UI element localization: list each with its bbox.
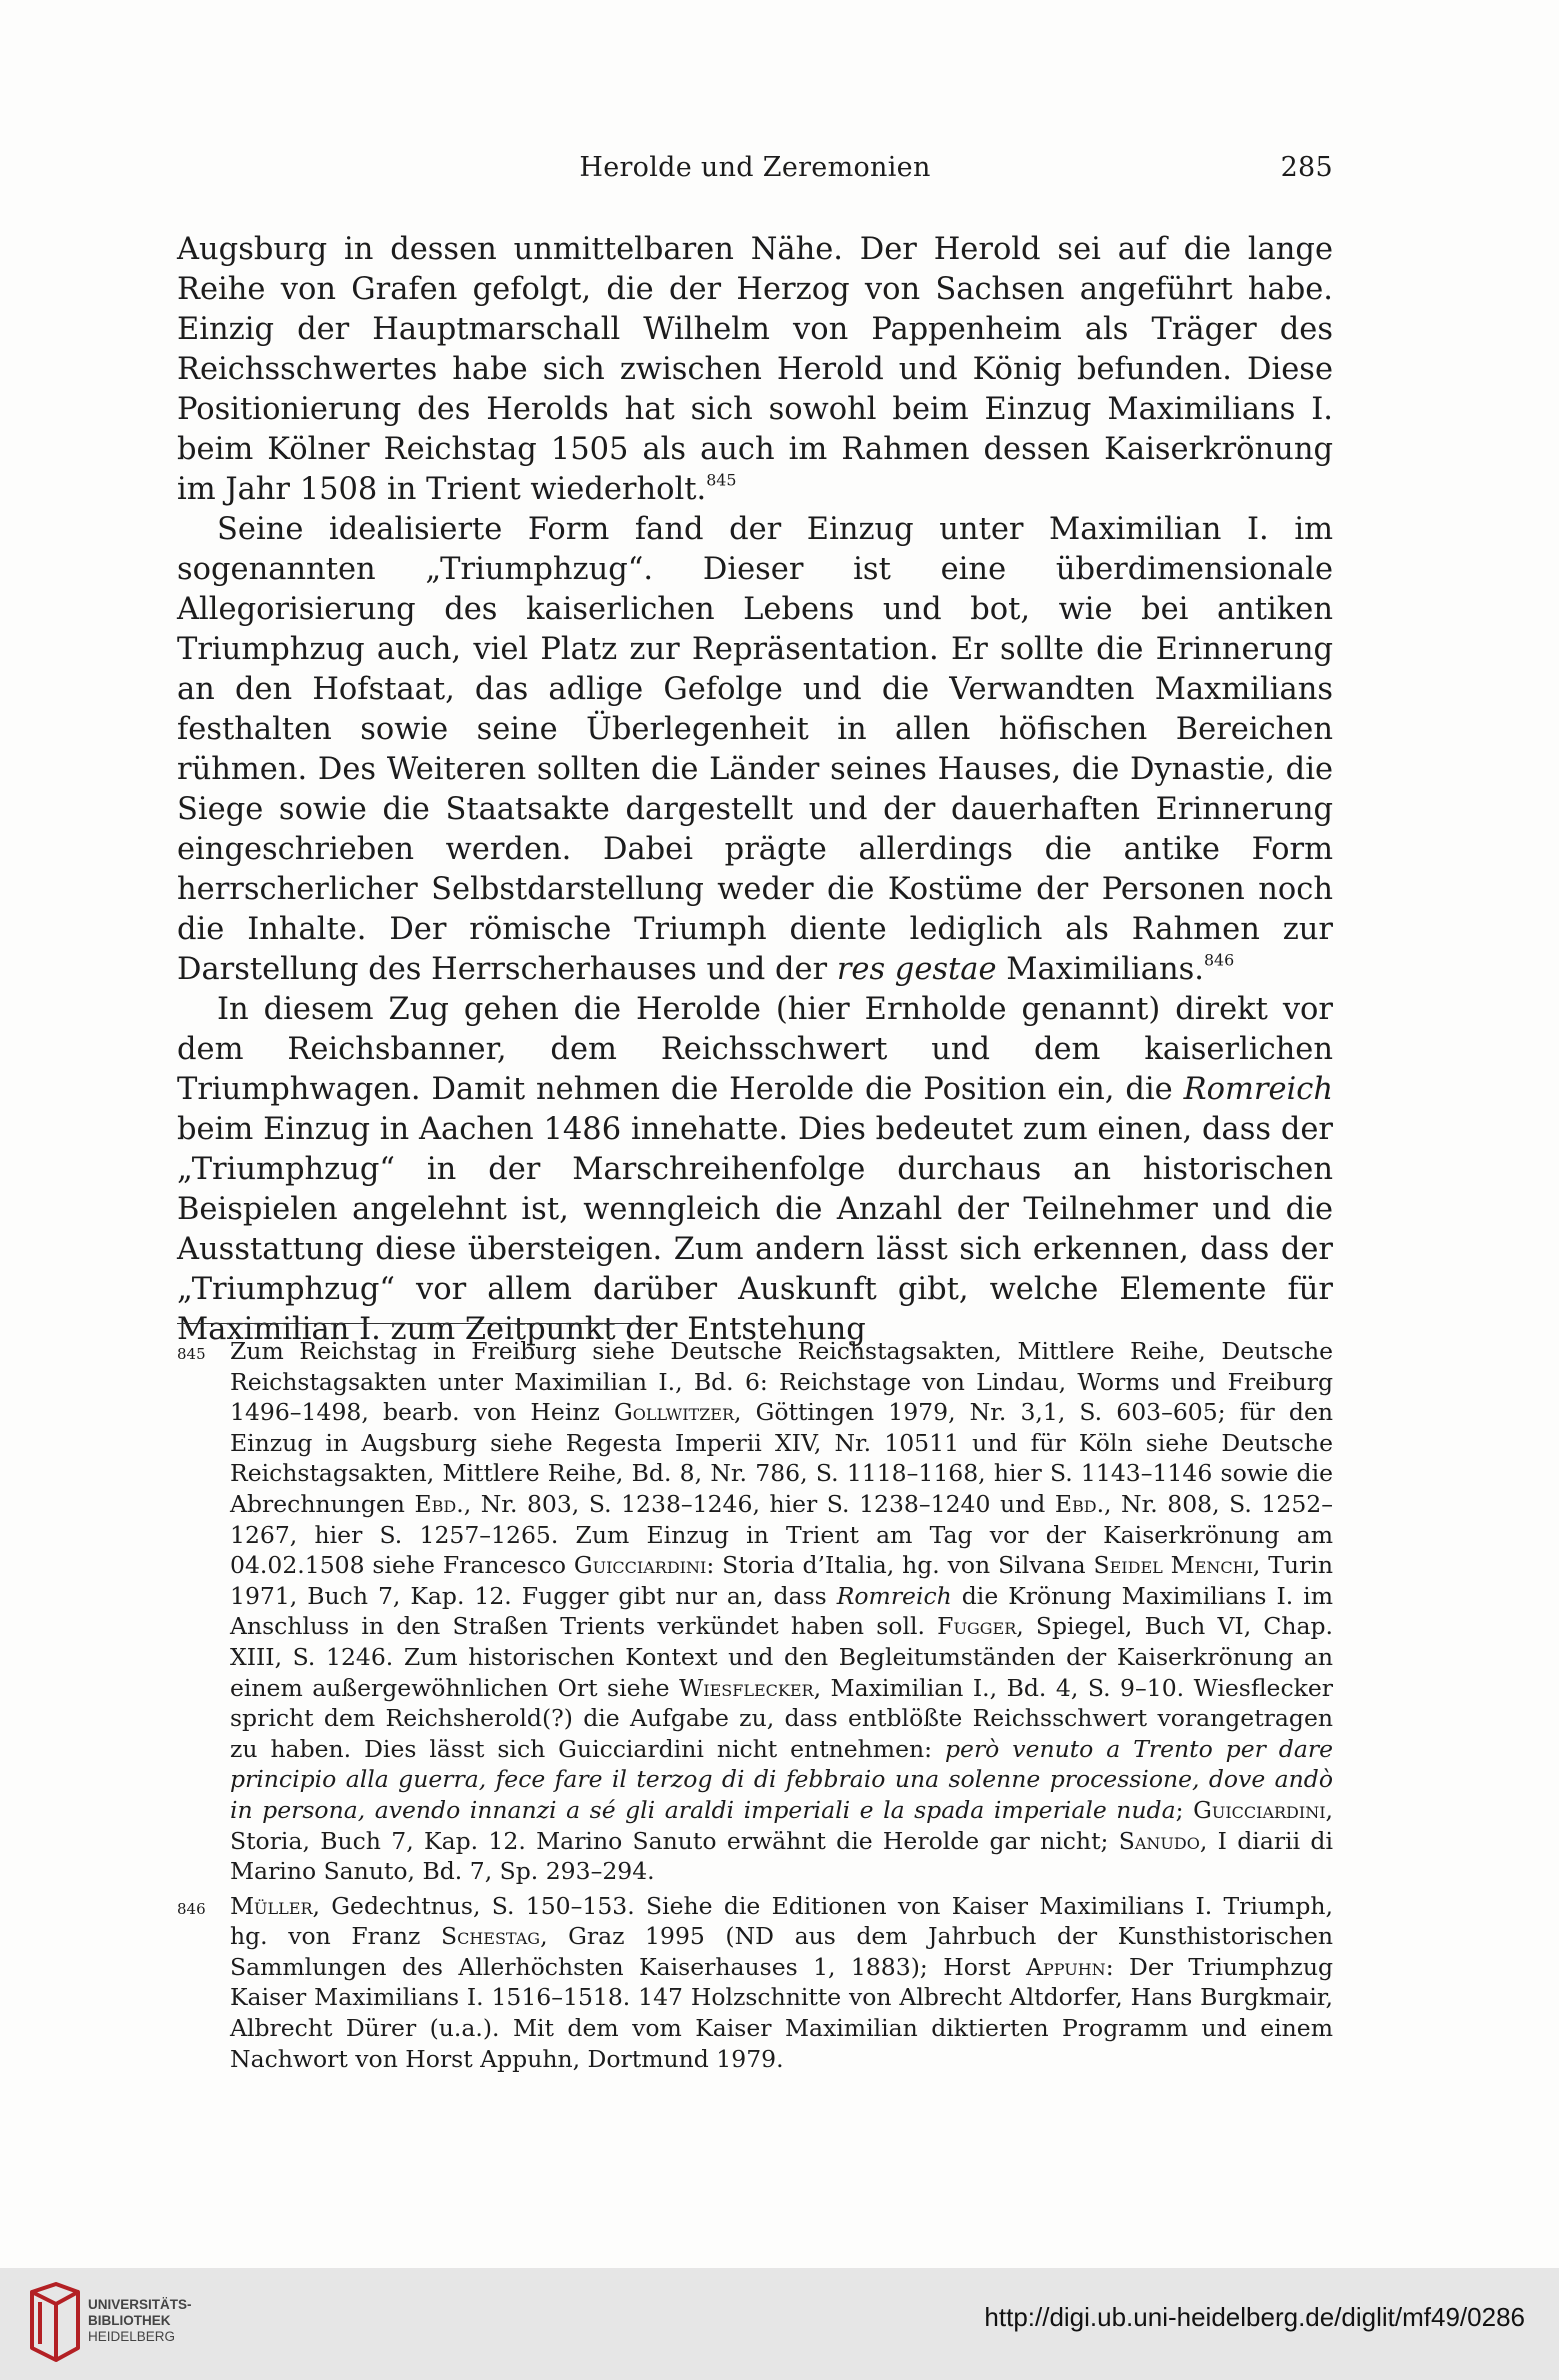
footnote-text: die Krönung Maximilians I. im Anschluss in den Straßen Trients verkündet haben soll. — [230, 1581, 1333, 1641]
footnote-ref-845[interactable]: 845 — [706, 470, 737, 490]
logo-line-2: BIBLIOTHEK — [88, 2313, 171, 2328]
footnote-ref-846[interactable]: 846 — [1203, 950, 1235, 970]
page-url-link[interactable]: http://digi.ub.uni-heidelberg.de/diglit/mf49/0286 — [984, 2302, 1525, 2332]
logo-line-1: UNIVERSITÄTS- — [88, 2297, 192, 2312]
running-header — [177, 152, 1333, 192]
logo-text — [88, 2297, 192, 2345]
footer-bar — [0, 2268, 1559, 2380]
paragraph-1 — [177, 230, 1333, 510]
footnotes — [177, 1336, 1333, 2078]
page-number: 285 — [1280, 152, 1333, 183]
author-name: Ebd. — [414, 1489, 464, 1518]
paragraph-text: In diesem Zug gehen die Herolde (hier Ernholde genannt) direkt vor dem Reichsbanner, dem Reichsschwert und dem kaiserlichen Triumphwagen. Damit nehmen die Herolde die Position ein, die — [177, 992, 1333, 1107]
logo-line-3: HEIDELBERG — [88, 2329, 176, 2344]
paragraph-3 — [177, 990, 1333, 1350]
author-name: Wiesflecker — [679, 1673, 814, 1702]
paragraph-text: Seine idealisierte Form fand der Einzug unter Maximilian I. im sogenannten „Triumphzug“. Dieser ist eine überdimensionale Allegorisierung des kaiserlichen Lebens und bot, wie bei antiken Triumphzug auch, viel Platz zur Repräsentation. Er sollte die Erinnerung an den Hofstaat, das adlige Gefolge und die Verwandten Maxmilians festhalten sowie seine Überlegenheit in allen höfischen Bereichen rühmen. Des Weiteren sollten die Länder seines Hauses, die Dynastie, die Siege sowie die Staatsakte dargestellt und der dauerhaften Erinnerung eingeschrieben werden. Dabei prägte allerdings die antike Form herrscherlicher Selbstdarstellung weder die Kostüme der Personen noch die Inhalte. Der römische Triumph diente lediglich als Rahmen zur Darstellung des Herrscherhauses und der — [177, 512, 1333, 987]
footnote-divider — [177, 1323, 649, 1324]
italic-term: Romreich — [836, 1581, 952, 1610]
footnote-text: , Turin 1971, Buch 7, Kap. 12. Fugger gibt nur an, dass — [230, 1551, 1333, 1610]
book-logo-icon — [26, 2280, 84, 2368]
italic-term: res gestae — [836, 952, 997, 987]
footnote-text: , Maximilian I., Bd. 4, S. 9–10. Wiesflecker spricht dem Reichsherold(?) die Aufgabe zu, dass entblößte Reichsschwert vorangetragen zu haben. Dies lässt sich Guicciardini nicht entnehmen: — [230, 1673, 1333, 1763]
paragraph-2 — [177, 510, 1333, 990]
paragraph-text: Augsburg in dessen unmittelbaren Nähe. Der Herold sei auf die lange Reihe von Grafen gefolgt, die der Herzog von Sachsen angeführt habe. Einzig der Hauptmarschall Wilhelm von Pappenheim als Träger des Reichsschwertes habe sich zwischen Herold und König befunden. Diese Positionierung des Herolds hat sich sowohl beim Einzug Maximilians I. beim Kölner Reichstag 1505 als auch im Rahmen dessen Kaiserkrönung im Jahr 1508 in Trient wiederholt. — [177, 232, 1333, 507]
footnote-text: , Nr. 808, S. 1252–1267, hier S. 1257–1265. Zum Einzug in Trient am Tag vor der Kaiserkrönung am 04.02.1508 siehe Francesco — [230, 1489, 1333, 1580]
author-name: Guicciardini — [573, 1551, 707, 1580]
author-name: Schestag — [440, 1922, 541, 1951]
author-name: Sanudo — [1118, 1826, 1200, 1855]
library-logo[interactable] — [26, 2280, 206, 2368]
footnote-text: , I diarii di Marino Sanuto, Bd. 7, Sp. 293–294. — [230, 1826, 1333, 1886]
author-name: Gollwitzer — [614, 1398, 735, 1427]
footnote-text: , Gedechtnus, S. 150–153. Siehe die Editionen von Kaiser Maximilians I. Triumph, hg. von Franz — [230, 1891, 1333, 1951]
author-name: Seidel Menchi — [1093, 1551, 1253, 1580]
footnote-text: , Spiegel, Buch VI, Chap. XIII, S. 1246. Zum historischen Kontext und den Begleitumständen der Kaiserkrönung an einem außergewöhnlichen Ort siehe — [230, 1612, 1333, 1702]
footnote-845 — [177, 1336, 1333, 1887]
italic-quote: però venuto a Trento per dare principio alla guerra, fece fare il terzog di di febbraio una solenne processione, dove andò in persona, avendo innanzi a sé gli araldi imperiali e la spada imperiale nuda — [230, 1734, 1333, 1824]
italic-term: Romreich — [1183, 1072, 1333, 1107]
author-name: Appuhn — [1026, 1952, 1106, 1981]
main-text — [177, 230, 1333, 1350]
footnote-text: , Graz 1995 (ND aus dem Jahrbuch der Kunsthistorischen Sammlungen des Allerhöchsten Kaiserhauses 1, 1883); Horst — [230, 1922, 1333, 1981]
author-name: Ebd. — [1054, 1489, 1105, 1518]
footnote-text: ; — [1175, 1795, 1184, 1824]
footnote-text: Zum Reichstag in Freiburg siehe Deutsche Reichstagsakten, Mittlere Reihe, Deutsche Reichstagsakten unter Maximilian I., Bd. 6: Reichstage von Lindau, Worms und Freiburg 1496–1498, bearb. von Heinz — [230, 1337, 1333, 1427]
author-name: Guicciardini — [1193, 1795, 1326, 1824]
paragraph-text: Maximilians. — [1006, 952, 1204, 987]
footnote-number: 845 — [177, 1345, 206, 1363]
author-name: Müller — [230, 1891, 313, 1920]
running-title: Herolde und Zeremonien — [579, 152, 931, 183]
footnote-846 — [177, 1891, 1333, 2075]
footnote-text: , Nr. 803, S. 1238–1246, hier S. 1238–1240 und — [463, 1489, 1046, 1518]
footnote-text: , Göttingen 1979, Nr. 3,1, S. 603–605; für den Einzug in Augsburg siehe Regesta Imperii XIV, Nr. 10511 und für Köln siehe Deutsche Reichstagsakten, Mittlere Reihe, Bd. 8, Nr. 786, S. 1118–1168, hier S. 1143–1146 sowie die Abrechnungen — [230, 1398, 1333, 1518]
footnote-number: 846 — [177, 1899, 206, 1918]
footnote-text: : Der Triumphzug Kaiser Maximilians I. 1516–1518. 147 Holzschnitte von Albrecht Altdorfer, Hans Burgkmair, Albrecht Dürer (u.a.). Mit dem vom Kaiser Maximilian diktierten Programm und einem Nachwort von Horst Appuhn, Dortmund 1979. — [230, 1952, 1333, 2073]
footnote-text: : Storia d’Italia, hg. von Silvana — [706, 1551, 1086, 1580]
footnote-text: , Storia, Buch 7, Kap. 12. Marino Sanuto erwähnt die Herolde gar nicht; — [230, 1795, 1333, 1855]
paragraph-text: beim Einzug in Aachen 1486 innehatte. Dies bedeutet zum einen, dass der „Triumphzug“ in der Marschreihenfolge durchaus an historischen Beispielen angelehnt ist, wenngleich die Anzahl der Teilnehmer und die Ausstattung diese übersteigen. Zum andern lässt sich erkennen, dass der „Triumphzug“ vor allem darüber Auskunft gibt, welche Elemente für Maximilian I. zum Zeitpunkt der Entstehung — [177, 1112, 1333, 1347]
author-name: Fugger — [937, 1612, 1017, 1641]
